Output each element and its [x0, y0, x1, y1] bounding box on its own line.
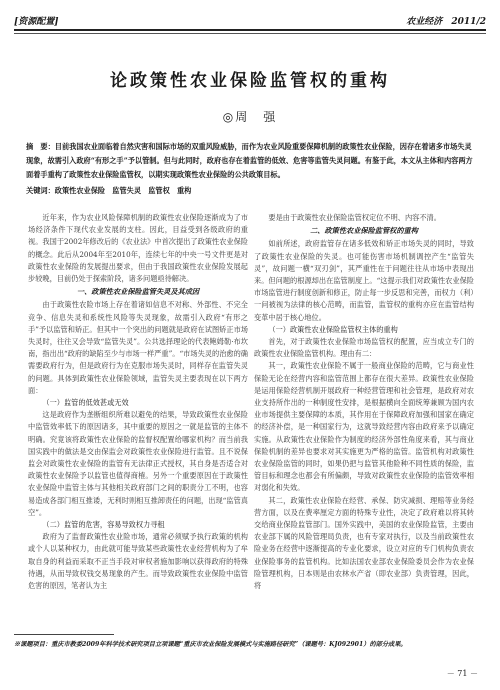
journal-name: 农业经济 — [406, 17, 443, 27]
keywords — [26, 185, 474, 197]
section-heading: 二、政策性农业保险监管权的重构 — [310, 226, 418, 236]
footnote: ※课题项目：重庆市教委2009年科学技术研究项目立项课题“重庆市农业保险发展模式与实施路径研究”（课题号：KJ092901）的部分成果。 — [14, 641, 407, 648]
journal-issue: 2011/2 — [451, 17, 486, 27]
body-paragraph: 近年来，作为农业风险保障机制的政策性农业保险逐渐成为了市场经济条件下现代农业发展的支柱。因此，目益受到各级政府的重视。我国于2002年修改后的《农业法》中首次提出了政策性农业保险的概念。此后从2004年至2010年，连续七年的中央一号文件更是对政策性农业保险的发展提出要求，但由于我国政策性农业保险发展起步较晚，目前仍处于探索阶段，诸多问题亟待解决。 — [28, 213, 248, 284]
body-paragraph: 政府为了监督政策性农业险市场，通常必须赋予执行政策的机构或个人以某种权力，由此就可能导致某些政策性农业经营机构为了牟取自身的利益而采取不正当手段对审权者施加影响以获得政府的特殊待遇，从而导致权钱交易现象的产生。而导致政策性农业保险中监管危害的原因，笔者认为主 — [28, 532, 248, 591]
header-rule-thick — [14, 29, 486, 31]
footnote-rule — [14, 634, 114, 635]
body-paragraph: 这是政府作为垄断组织所难以避免的结果，导致政策性农业保险中监管效率低下的原因诸多，其中重要的原因之一就是监管的主体不明确。究竟该将政策性农业保险的监督权配置给哪家机构？而当前我国实践中的做法是交由保监会对政策性农业保险进行监管。且不说保监会对政策性农业保险的监管有无法律正式授权，其自身是否适合对政策性农业保险予以监管也值得商榷。另外一个重要原因在于政策性农业保险中监管主体与其他相关政府部门之间的职责分工不明，也容易造成各部门相互推诿，无利时则相互推卸责任的问题，出现“监管真空”。 — [28, 410, 248, 517]
abstract — [26, 140, 474, 182]
journal-info — [400, 14, 486, 27]
abstract-text: 目前我国农业面临着自然灾害和国际市场的双重风险威胁，而作为农业风险重要保障机制的政策性农业保险，因存在着诸多市场失灵现象，故需引入政府“有形之手”予以管制。但与此同时，政府也存在着监管的低效、危害等监管失灵问题。有鉴于此，本文从主体和内容两方面着手重构了政策性农业保险监管权，以期实现政策性农业保险的公共政策目标。 — [26, 142, 473, 179]
article-title: 论政策性农业保险监管权的重构 — [110, 71, 390, 91]
body-paragraph: 要是由于政策性农业保险监管权定位不明、内容不清。 — [268, 213, 441, 222]
body-paragraph: 由于政策性农险市场上存在着诸如信息不对称、外部性、不完全竞争、信息失灵和系统性风险等失灵现象，故需引入政府“有形之手”予以监管和矫正。但其中一个突出的问题就是政府在试图矫正市场失灵时，往往又会导致“监管失灵”。公共选择理论的代表鲍姆勒·布坎南，指出出“政府的缺陷至少与市场一样严重”。“市场失灵的治愈的确需要政府行为，但是政府行为在克服市场失灵时，同样存在监管失灵的问题。具体到政策性农业保险领域，监管失灵主要表现在以下两方面： — [28, 300, 248, 395]
body-paragraph: 如前所述，政府监管存在诸多低效和矫正市场失灵的同时，导致了政策性农业保险的失灵。也可能伤害市场机制调控产生“监管失灵”，故问题一横“双刃剑”，其严重性在于问题往往从市场中表现出来。但问题的根源却出在监管制度上。“这提示我们对政策性农业保险市场监管进行制度创新和修正，防止每一步反思和完善，而权力（利）一问被视为法律的核心范畴，而监管，监管权的重构亦应在监管结构变革中居于核心地位。 — [254, 239, 474, 322]
body-paragraph: 其一，政策性农业保险不属于一般商业保险的范畴，它与商业性保险无论在经营内容和监管范围上都存在很大差异。政策性农业保险是运用保险经营机制开展政府一种经营管理和社会管理，是政府对农业支持所作出的一种制度性安排，是根据横向全面统筹兼顾为国内农业市场提供主要保障的本质，其作用在于保障政府加强和国家在确定的经济补偿，是一种国家行为，这就导致经营内容由政府来予以确定实施。从政策性农业保险作为制度的经济外部性角度来看，其与商业保险机制的差异也要求对其实施更为严格的监管。监管机构对政策性农业保险监管的同时，如果仍把与监管其他险种不同性质的保险，监管目标和理念也都会有所偏颇，导致对政策性农业保险的监管效率相对弱化和失效。 — [254, 361, 474, 493]
section-tag: [资源配置] — [14, 17, 59, 27]
section-heading: 一、政策性农业保险监管失灵及其成因 — [76, 287, 200, 297]
header-rule-thin — [14, 33, 486, 34]
left-column — [28, 212, 248, 592]
abstract-label: 摘 要： — [26, 142, 55, 151]
right-column — [254, 212, 474, 592]
keywords-text: 政策性农业保险 监管失灵 监管权 重构 — [54, 186, 192, 195]
subsection-heading: （一）政策性农业保险监管权主体的重构 — [268, 324, 398, 334]
page-number: － 71 － — [446, 669, 478, 678]
keywords-label: 关键词： — [26, 186, 55, 195]
author-name: ◎周 强 — [222, 110, 278, 124]
body-paragraph: 其二，政策性农业保险在经营、承保、防灾减损、理赔等业务经营方面，以及在费率厘定方面的特殊专业性，决定了政府难以将其转交给商业保险监管部门。国外实践中，美国的农业保险监管，主要由农业部下属的风险管理局负责，也有专家对执行，以及当前政策性农险业务在经营中逐渐提高的专业化要求，设立对应的专门机构负责农业保险事务的监管机构。比如法国农业部农业保险委员会作为农业保险管理机构，日本则是由农林水产省（即农业部）负责管理，因此，将 — [254, 495, 474, 591]
subsection-heading: （一）监管的低效甚或无效 — [42, 398, 129, 408]
subsection-heading: （二）监管的危害，容易导致权力寻租 — [42, 520, 165, 530]
body-paragraph: 首先，对于政策性农业保险市场监管权的配置，应当成立专门的政策性农业保险监管机构。理由有二： — [254, 337, 474, 359]
